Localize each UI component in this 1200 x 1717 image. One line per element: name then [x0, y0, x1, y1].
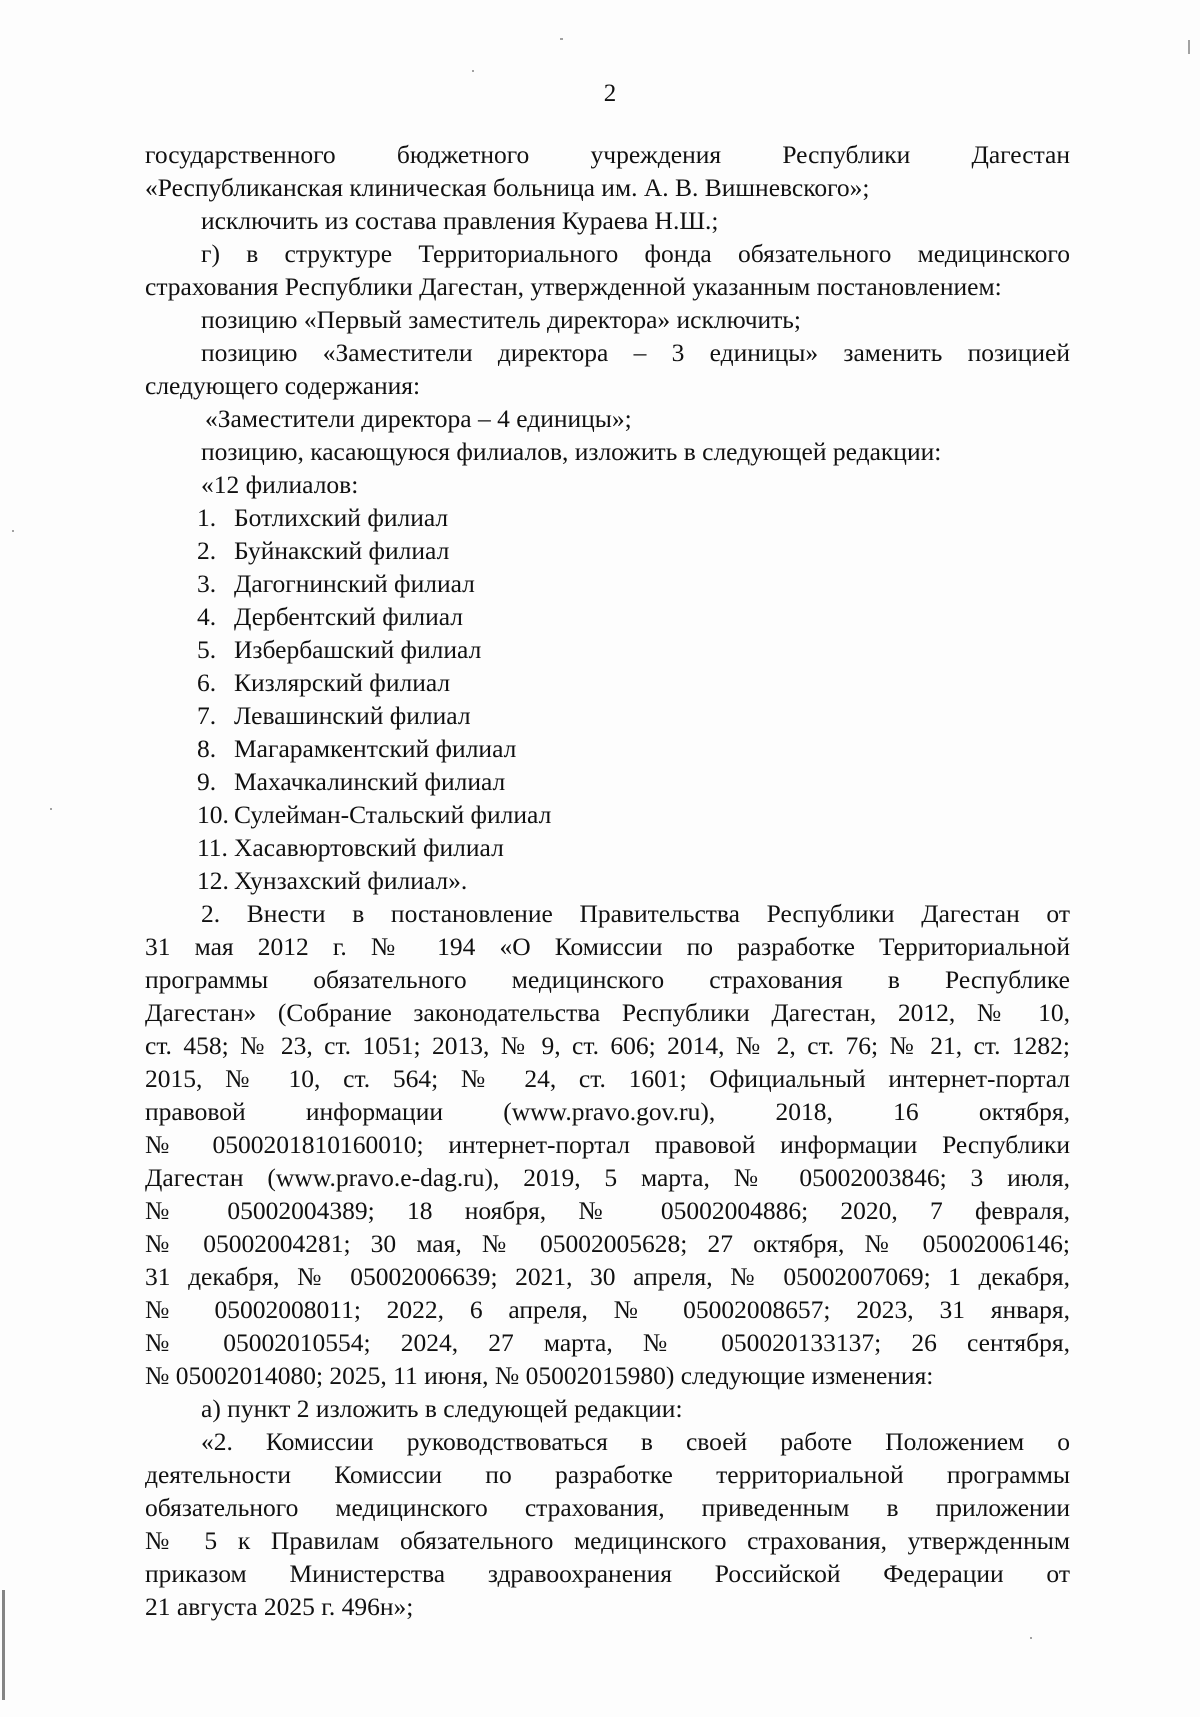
list-item: 5. Избербашский филиал: [197, 635, 482, 664]
paragraph-line: 2015, № 10, ст. 564; № 24, ст. 1601; Официальный интернет-портал: [145, 1064, 1070, 1093]
list-item: 3. Дагогнинский филиал: [197, 569, 475, 598]
scan-speck: [50, 808, 52, 810]
paragraph-2: [145, 897, 1070, 1392]
paragraph-line: 2. Внести в постановление Правительства Республики Дагестан от: [201, 899, 1070, 928]
list-item: 7. Левашинский филиал: [197, 701, 471, 730]
paragraph: а) пункт 2 изложить в следующей редакции:: [201, 1394, 683, 1423]
paragraph-line: г) в структуре Территориального фонда обязательного медицинского: [201, 239, 1070, 268]
paragraph-line: государственного бюджетного учреждения Республики Дагестан: [145, 140, 1070, 169]
paragraph-line: «Республиканская клиническая больница им. А. В. Вишневского»;: [145, 173, 870, 202]
paragraph-line: обязательного медицинского страхования, приведенным в приложении: [145, 1493, 1070, 1522]
paragraph-line: 21 августа 2025 г. 496н»;: [145, 1592, 414, 1621]
list-item: 1. Ботлихский филиал: [197, 503, 449, 532]
scan-speck: [472, 70, 474, 72]
document-body: [145, 138, 1070, 1623]
paragraph-line: 31 декабря, № 05002006639; 2021, 30 апреля, № 05002007069; 1 декабря,: [145, 1262, 1070, 1291]
scan-speck: [1030, 1637, 1032, 1639]
paragraph-line: правовой информации (www.pravo.gov.ru), 2018, 16 октября,: [145, 1097, 1070, 1126]
paragraph-line: № 0500201810160010; интернет-портал правовой информации Республики: [145, 1130, 1070, 1159]
paragraph-line: 31 мая 2012 г. № 194 «О Комиссии по разработке Территориальной: [145, 932, 1070, 961]
paragraph-line: приказом Министерства здравоохранения Российской Федерации от: [145, 1559, 1070, 1588]
paragraph-line: № 5 к Правилам обязательного медицинского страхования, утвержденным: [145, 1526, 1070, 1555]
paragraph: позицию «Первый заместитель директора» исключить;: [201, 305, 802, 334]
paragraph-line: № 05002008011; 2022, 6 апреля, № 05002008657; 2023, 31 января,: [145, 1295, 1070, 1324]
quoted-clause: [145, 1425, 1070, 1623]
scan-speck: [1188, 40, 1190, 54]
paragraph-line: № 05002004281; 30 мая, № 05002005628; 27 октября, № 05002006146;: [145, 1229, 1070, 1258]
scan-speck: [560, 38, 563, 40]
paragraph: исключить из состава правления Кураева Н.Ш.;: [201, 206, 719, 235]
list-item: 12. Хунзахский филиал».: [197, 866, 468, 895]
list-item: 8. Магарамкентский филиал: [197, 734, 517, 763]
paragraph-line: позицию «Заместители директора – 3 единицы» заменить позицией: [201, 338, 1070, 367]
list-item: 2. Буйнакский филиал: [197, 536, 450, 565]
paragraph-line: № 05002010554; 2024, 27 марта, № 050020133137; 26 сентября,: [145, 1328, 1070, 1357]
scan-speck: [12, 530, 14, 532]
paragraph-line: следующего содержания:: [145, 371, 421, 400]
paragraph-line: № 05002014080; 2025, 11 июня, № 05002015980) следующие изменения:: [145, 1361, 934, 1390]
paragraph: «12 филиалов:: [201, 470, 359, 499]
list-item: 6. Кизлярский филиал: [197, 668, 451, 697]
paragraph-line: ст. 458; № 23, ст. 1051; 2013, № 9, ст. 606; 2014, № 2, ст. 76; № 21, ст. 1282;: [145, 1031, 1070, 1060]
paragraph-line: № 05002004389; 18 ноября, № 05002004886; 2020, 7 февраля,: [145, 1196, 1070, 1225]
paragraph: «Заместители директора – 4 единицы»;: [205, 404, 632, 433]
paragraph-line: деятельности Комиссии по разработке территориальной программы: [145, 1460, 1070, 1489]
list-item: 9. Махачкалинский филиал: [197, 767, 506, 796]
list-item: 4. Дербентский филиал: [197, 602, 464, 631]
list-item: 11. Хасавюртовский филиал: [197, 833, 504, 862]
paragraph-line: Дагестан» (Собрание законодательства Республики Дагестан, 2012, № 10,: [145, 998, 1070, 1027]
filial-list: [145, 501, 1070, 897]
paragraph-line: программы обязательного медицинского страхования в Республике: [145, 965, 1070, 994]
paragraph-line: Дагестан (www.pravo.e-dag.ru), 2019, 5 марта, № 05002003846; 3 июля,: [145, 1163, 1070, 1192]
scan-speck: [2, 1590, 5, 1700]
paragraph-line: страхования Республики Дагестан, утвержденной указанным постановлением:: [145, 272, 1002, 301]
list-item: 10. Сулейман-Стальский филиал: [197, 800, 552, 829]
paragraph: позицию, касающуюся филиалов, изложить в следующей редакции:: [201, 437, 942, 466]
page-number: 2: [603, 80, 617, 107]
paragraph-line: «2. Комиссии руководствоваться в своей работе Положением о: [201, 1427, 1070, 1456]
